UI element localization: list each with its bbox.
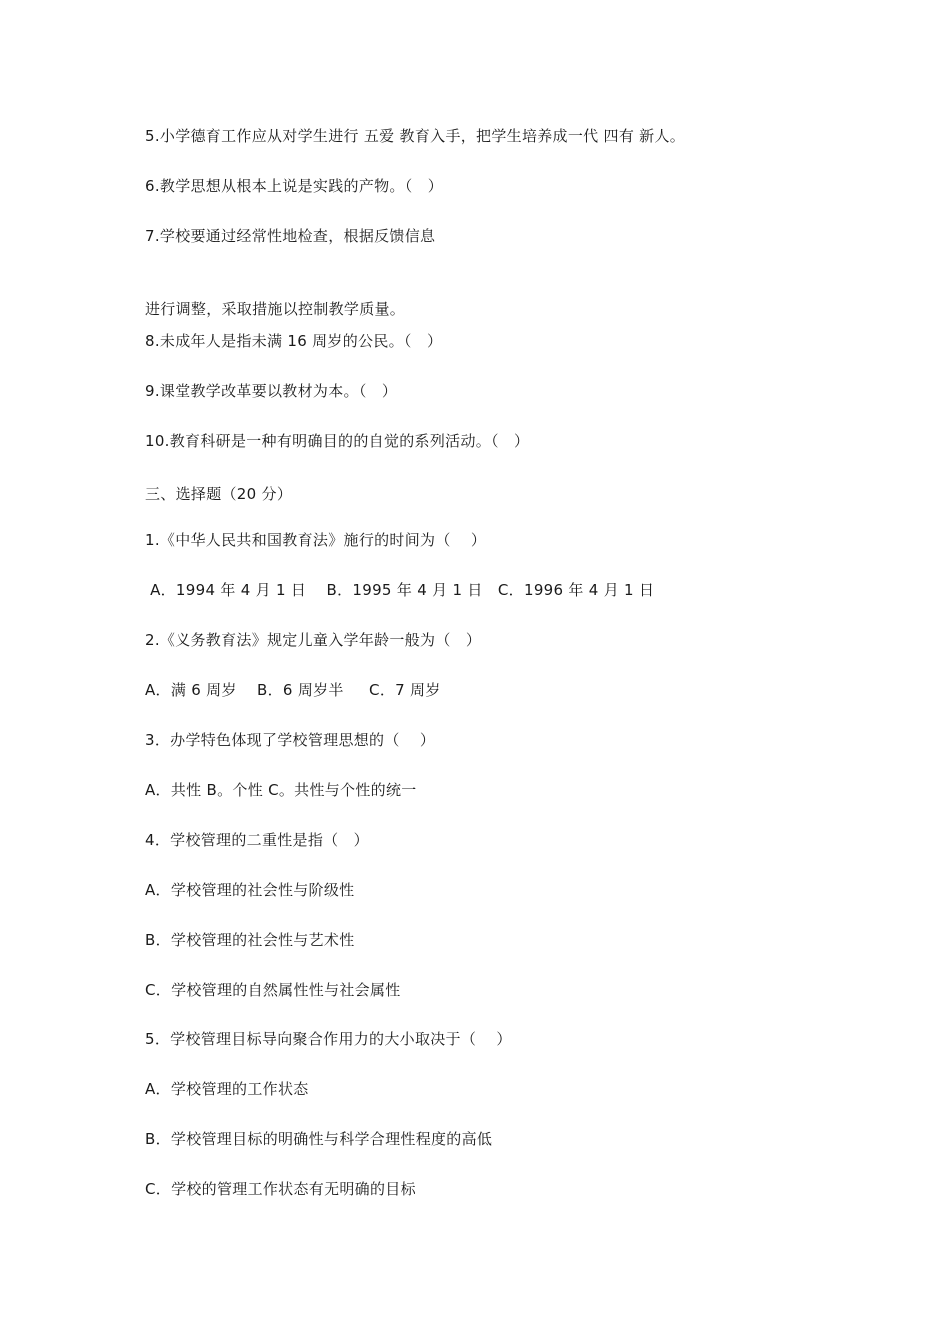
mc-question-4-option-a: A．学校管理的社会性与阶级性	[145, 881, 355, 899]
tf-item-5: 5.小学德育工作应从对学生进行 五爱 教育入手，把学生培养成一代 四有 新人。	[145, 127, 686, 145]
mc-question-1: 1.《中华人民共和国教育法》施行的时间为（ ）	[145, 531, 487, 549]
mc-question-3-options: A．共性 B。个性 C。共性与个性的统一	[145, 781, 417, 799]
section-heading: 三、选择题（20 分）	[145, 485, 293, 503]
mc-question-5-option-c: C．学校的管理工作状态有无明确的目标	[145, 1180, 416, 1198]
tf-item-7: 7.学校要通过经常性地检查，根据反馈信息	[145, 227, 436, 245]
mc-question-4-option-c: C．学校管理的自然属性性与社会属性	[145, 981, 401, 999]
tf-item-8: 8.未成年人是指未满 16 周岁的公民。（ ）	[145, 332, 443, 350]
tf-item-6: 6.教学思想从根本上说是实践的产物。（ ）	[145, 177, 444, 195]
tf-item-10: 10.教育科研是一种有明确目的的自觉的系列活动。（ ）	[145, 432, 530, 450]
mc-question-1-options: A．1994 年 4 月 1 日 B．1995 年 4 月 1 日 C．1996 年 4 月 1 日	[145, 581, 655, 599]
mc-question-4: 4．学校管理的二重性是指（ ）	[145, 831, 369, 849]
mc-question-5-option-a: A．学校管理的工作状态	[145, 1080, 309, 1098]
mc-question-5-option-b: B．学校管理目标的明确性与科学合理性程度的高低	[145, 1130, 493, 1148]
tf-item-7-continued: 进行调整，采取措施以控制教学质量。	[145, 300, 406, 318]
mc-question-4-option-b: B．学校管理的社会性与艺术性	[145, 931, 355, 949]
tf-item-9: 9.课堂教学改革要以教材为本。（ ）	[145, 382, 398, 400]
mc-question-2: 2.《义务教育法》规定儿童入学年龄一般为（ ）	[145, 631, 482, 649]
mc-question-5: 5．学校管理目标导向聚合作用力的大小取决于（ ）	[145, 1030, 512, 1048]
mc-question-2-options: A．满 6 周岁 B．6 周岁半 C．7 周岁	[145, 681, 441, 699]
mc-question-3: 3．办学特色体现了学校管理思想的（ ）	[145, 731, 436, 749]
